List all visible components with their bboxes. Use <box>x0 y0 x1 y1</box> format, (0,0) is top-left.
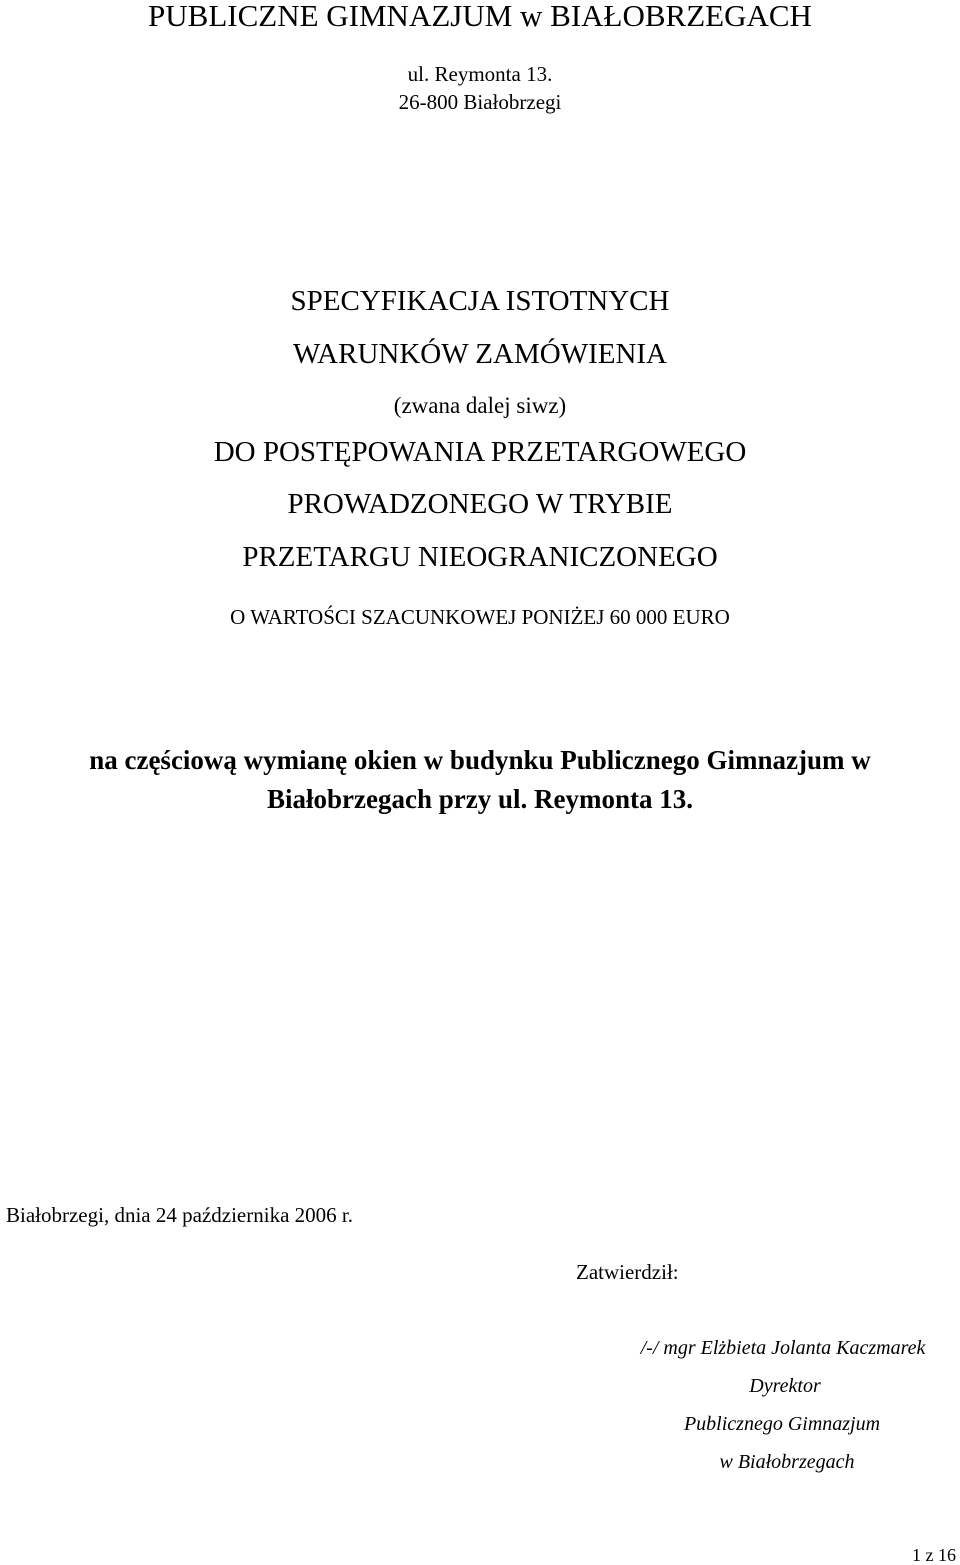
tender-subject-line1: na częściową wymianę okien w budynku Publicznego Gimnazjum w <box>89 745 871 775</box>
estimated-value-note: O WARTOŚCI SZACUNKOWEJ PONIŻEJ 60 000 EURO <box>230 605 730 629</box>
spec-title-line2: WARUNKÓW ZAMÓWIENIA <box>293 338 667 370</box>
signatory-institution-line1: Publicznego Gimnazjum <box>683 1413 881 1435</box>
spec-title-line1: SPECYFIKACJA ISTOTNYCH <box>290 285 670 317</box>
signatory-position: Dyrektor <box>749 1375 821 1397</box>
approval-label: Zatwierdził: <box>576 1260 679 1284</box>
spec-title-line3: DO POSTĘPOWANIA PRZETARGOWEGO <box>213 436 747 468</box>
spec-title-line4: PROWADZONEGO W TRYBIE <box>287 488 673 520</box>
document-date: Białobrzegi, dnia 24 października 2006 r. <box>6 1203 353 1227</box>
tender-subject-line2: Białobrzegach przy ul. Reymonta 13. <box>267 784 693 814</box>
signatory-name: /-/ mgr Elżbieta Jolanta Kaczmarek <box>640 1337 926 1359</box>
spec-subtitle: (zwana dalej siwz) <box>393 393 567 418</box>
signatory-institution-line2: w Białobrzegach <box>719 1451 855 1473</box>
school-address-street: ul. Reymonta 13. <box>407 62 553 86</box>
school-address-city: 26-800 Białobrzegi <box>398 90 562 114</box>
page-number: 1 z 16 <box>912 1545 956 1565</box>
spec-title-line5: PRZETARGU NIEOGRANICZONEGO <box>242 541 718 573</box>
school-name-heading: PUBLICZNE GIMNAZJUM w BIAŁOBRZEGACH <box>148 0 812 33</box>
